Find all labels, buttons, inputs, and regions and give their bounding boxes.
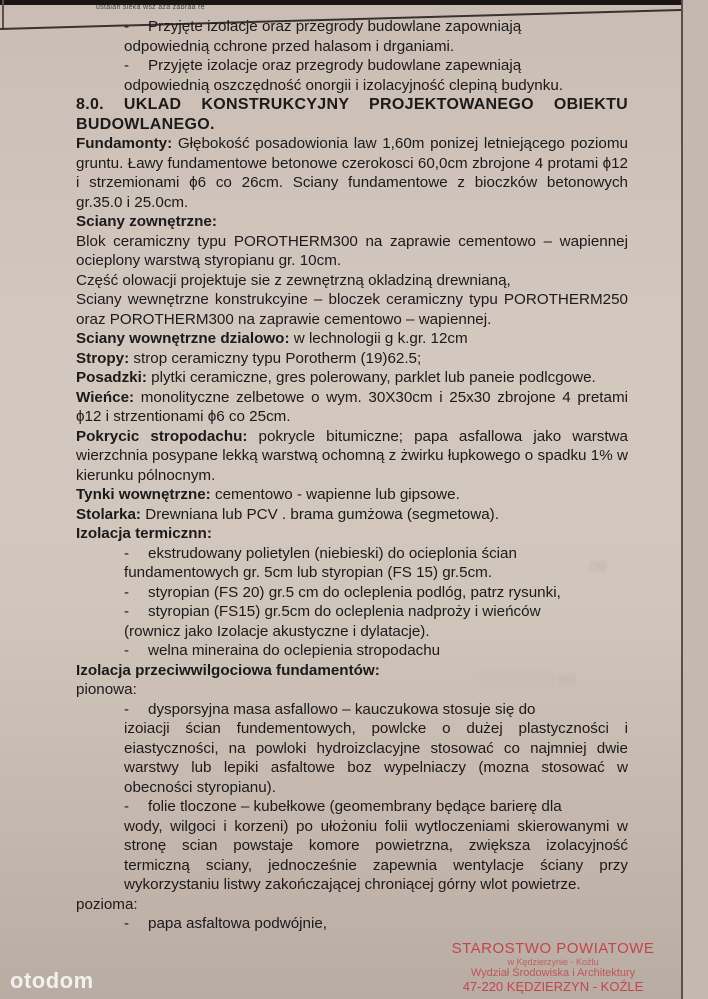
stamp-line: w Kędzierzynie - Koźlu — [507, 957, 599, 967]
list-item-cont: wody, wilgoci i korzeni) po ułożoniu folii wytloczeniami skierowanymi w stronę scian powstaje komore powietrzna, zwiększa izolacyjność termiczną sciany, jednocześnie zapewnia wentylacje ściany przy wykorzystaniu listwy zakończającej chroniącej górny wlot powietrze. — [124, 817, 628, 893]
paragraph-pokrycie: Pokrycic stropodachu: pokrycle bitumiczne; papa asfallowa jako warstwa wierzchnia posypane lekką warstwą ochomną z żwirku łupkowego o spadku 1% w kierunku pólnocnym. — [76, 427, 628, 484]
stamp-line: Wydział Środowiska i Architektury — [470, 967, 636, 979]
label: Fundamonty: — [76, 135, 173, 152]
intro-bullet: - Przyjęte izolacje oraz przegrody budowlane zapewniają — [124, 57, 522, 74]
list-item: - folie tloczone – kubełkowe (geomembrany będące barierę dla — [124, 798, 562, 815]
paragraph: Sciany wewnętrzne konstrukcyine – bloczek ceramiczny typu POROTHERM250 oraz POROTHERM300 na zaprawie cementowo – wapiennej. — [76, 291, 628, 328]
adjacent-page-strip — [683, 0, 708, 999]
otodom-watermark-logo: otodom — [10, 968, 94, 993]
label-pionowa: pionowa: — [76, 681, 137, 698]
intro-bullet: - Przyjęte izolacje oraz przegrody budowlane zapowniają — [124, 18, 522, 35]
bleed-through-text: ░░░░░░░ 00 — [480, 672, 576, 689]
faint-header-text: ustalan sieka wsz aza zabraa re — [96, 4, 205, 11]
bleed-through-text: 00 — [590, 558, 607, 575]
list-item-cont: izoiacji ścian fundementowych, powlcke o dużej plastyczności i eiastyczności, na powloki hydroizclacyjne stosować co najmniej dwie warstwy lub lepiki asfaltowe boz wypelniaczy (mozna stosować w obecności styropianu). — [124, 720, 628, 796]
list-item: - dysporsyjna masa asfallowo – kauczukowa stosuje się do — [124, 700, 536, 718]
paragraph: Blok ceramiczny typu POROTHERM300 na zaprawie cementowo – wapiennej ocieplony warstwą styropianu gr. 10cm. — [76, 232, 628, 269]
intro-bullet-cont: odpowiednią oszczędność onorgii i izolacyjność clepiną budynku. — [124, 76, 564, 94]
label-izolacja-wilg: Izolacja przeciwwilgociowa fundamentów: — [76, 661, 380, 679]
page-left-edge — [2, 0, 4, 30]
list-item: - styropian (FS 20) gr.5 cm do ocleplenia podlóg, patrz rysunki, — [124, 583, 561, 601]
paragraph-fundamenty: Fundamonty: Głębokość posadowionia law 1,60m ponizej letniejącego poziomu gruntu. Ławy fundamentowe betonowe czerokosci 60,0cm zbrojone 4 protami ϕ12 i strzemionami ϕ6 co 26cm. Sciany fundamentowe z bioczków betonowych gr.35.0 i 25.0cm. — [76, 135, 628, 211]
label-sciany-zewn: Sciany zownętrzne: — [76, 213, 217, 230]
section-heading: 8.0. UKLAD KONSTRUKCYJNY PROJEKTOWANEGO OBIEKTU BUDOWLANEGO. — [76, 96, 628, 133]
paragraph-stropy: Stropy: strop ceramiczny typu Porotherm (19)62.5; — [76, 349, 422, 367]
list-item: - welna mineraina do oclepienia stropodachu — [124, 642, 441, 659]
stamp-address: 47-220 KĘDZIERZYN - KOŹLE — [462, 979, 644, 994]
list-item: - styropian (FS15) gr.5cm do ocleplenia nadproży i wieńców — [124, 603, 541, 620]
document-page — [76, 17, 628, 934]
official-stamp — [448, 940, 658, 994]
list-item: - papa asfaltowa podwójnie, — [124, 915, 328, 932]
intro-bullet-cont: odpowiednią cchrone przed halasom i drganiami. — [124, 37, 455, 55]
paragraph-wience: Wieńce: monolityczne zelbetowe o wym. 30X30cm i 25x30 zbrojone 4 pretami ϕ12 i strzentionami ϕ6 co 25cm. — [76, 388, 628, 425]
paragraph-sciany-dzial: Sciany wownętrzne dzialowo: w lechnologii g k.gr. 12cm — [76, 330, 468, 347]
paragraph-stolarka: Stolarka: Drewniana lub PCV . brama gumżowa (segmetowa). — [76, 505, 499, 523]
label-izolacja-term: Izolacja termicznn: — [76, 525, 212, 542]
label-pozioma: pozioma: — [76, 895, 138, 913]
paragraph-tynki: Tynki wownętrzne: cementowo - wapienne lub gipsowe. — [76, 486, 460, 503]
list-item-cont: fundamentowych gr. 5cm lub styropian (FS 15) gr.5cm. — [124, 564, 493, 581]
paragraph: Część olowacji projektuje sie z zewnętrzną okladziną drewnianą, — [76, 271, 511, 289]
list-item: - ekstrudowany polietylen (niebieski) do ocieplonia ścian — [124, 544, 517, 562]
list-item-cont: (rownicz jako Izolacje akustyczne i dylatacje). — [124, 622, 430, 640]
paragraph-posadzki: Posadzki: plytki ceramiczne, gres polerowany, parklet lub paneie podlcgowe. — [76, 369, 596, 386]
stamp-title: STAROSTWO POWIATOWE — [451, 940, 655, 957]
